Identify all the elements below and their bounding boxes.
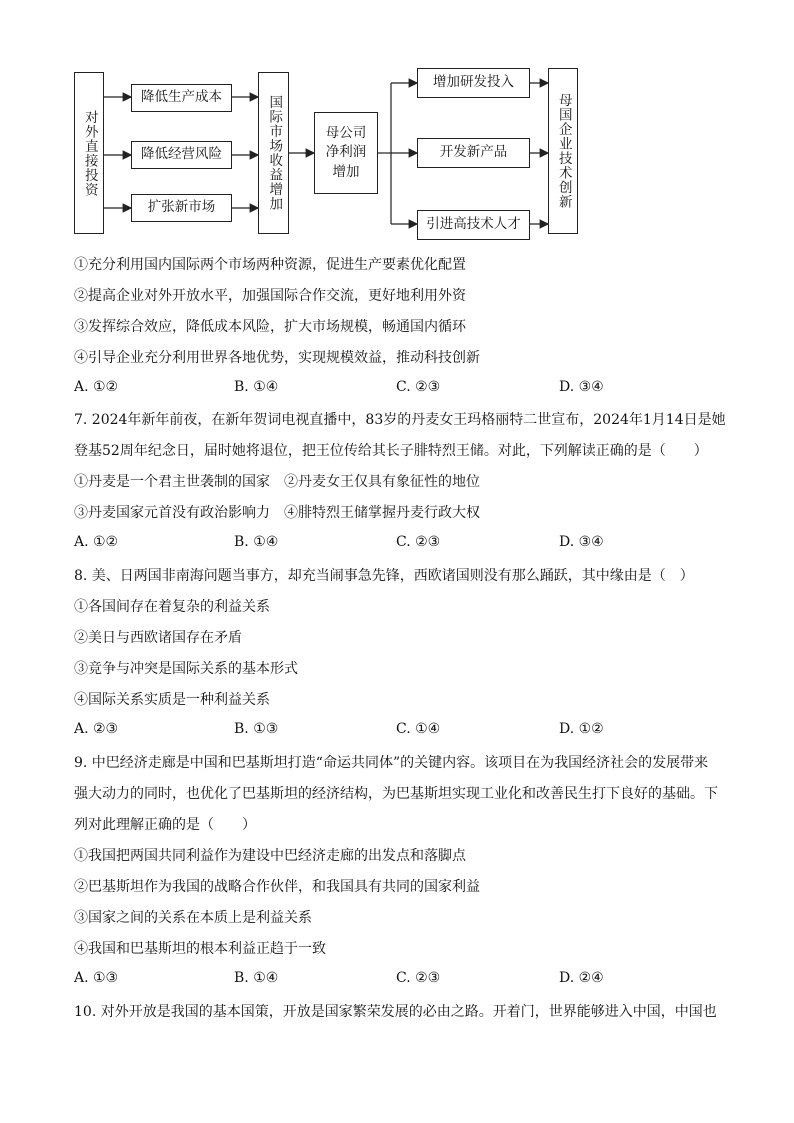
outbound-investment-box: 对外直接投资 (74, 72, 104, 234)
q8-statement-1: ①各国间存在着复杂的利益关系 (74, 599, 270, 615)
hire-talent-box: 引进高技术人才 (417, 210, 530, 240)
q6-options (74, 379, 724, 399)
q8-option-b[interactable]: B. ①③ (234, 721, 279, 737)
new-product-box: 开发新产品 (417, 138, 530, 168)
q9-statement-3: ③国家之间的关系在本质上是利益关系 (74, 910, 312, 926)
q9-options (74, 970, 724, 990)
q6-option-c[interactable]: C. ②③ (396, 379, 441, 395)
q9-statement-4: ④我国和巴基斯坦的根本利益正趋于一致 (74, 941, 326, 957)
q9-statement-1: ①我国把两国共同利益作为建设中巴经济走廊的出发点和落脚点 (74, 848, 466, 864)
q6-statement-1: ①充分利用国内国际两个市场两种资源，促进生产要素优化配置 (74, 257, 466, 273)
international-income-box: 国际市场收益增加 (258, 72, 289, 234)
q7-option-a[interactable]: A. ①② (74, 534, 119, 550)
flow-diagram (0, 0, 794, 245)
parent-profit-line-3: 增加 (332, 163, 360, 180)
q8-stem: 8. 美、日两国非南海问题当事方，却充当闹事急先锋，西欧诸国则没有那么踊跃，其中缘由是（ ） (74, 568, 694, 584)
parent-profit-line-1: 母公司 (325, 124, 367, 141)
q8-statement-3: ③竞争与冲突是国际关系的基本形式 (74, 661, 298, 677)
expand-new-market-box: 扩张新市场 (131, 194, 232, 222)
diagram-arrows (0, 0, 794, 245)
q6-statement-4: ④引导企业充分利用世界各地优势，实现规模效益，推动科技创新 (74, 350, 480, 366)
increase-rd-box: 增加研发投入 (417, 68, 530, 98)
q7-stem-line-1: 7. 2024年新年前夜，在新年贺词电视直播中，83岁的丹麦女王玛格丽特二世宣布，2024年1月14日是她 (74, 412, 726, 428)
q7-option-b[interactable]: B. ①④ (234, 534, 279, 550)
lower-production-cost-box: 降低生产成本 (131, 84, 232, 112)
q9-option-a[interactable]: A. ①③ (74, 970, 119, 986)
q6-option-a[interactable]: A. ①② (74, 379, 119, 395)
q9-option-c[interactable]: C. ②③ (396, 970, 441, 986)
q6-option-b[interactable]: B. ①④ (234, 379, 279, 395)
q9-stem-line-3: 列对此理解正确的是（ ） (74, 817, 256, 833)
q7-statements-1-2: ①丹麦是一个君主世袭制的国家 ②丹麦女王仅具有象征性的地位 (74, 474, 480, 490)
home-innovation-box: 母国企业技术创新 (548, 68, 578, 234)
q9-option-d[interactable]: D. ②④ (559, 970, 604, 986)
lower-operating-risk-box: 降低经营风险 (131, 141, 232, 169)
q9-statement-2: ②巴基斯坦作为我国的战略合作伙伴，和我国具有共同的国家利益 (74, 879, 480, 895)
q7-option-c[interactable]: C. ②③ (396, 534, 441, 550)
q9-option-b[interactable]: B. ①④ (234, 970, 279, 986)
q7-statements-3-4: ③丹麦国家元首没有政治影响力 ④腓特烈王储掌握丹麦行政大权 (74, 505, 480, 521)
q7-options (74, 534, 724, 554)
parent-profit-box (314, 112, 378, 194)
q8-statement-4: ④国际关系实质是一种利益关系 (74, 692, 270, 708)
q8-option-c[interactable]: C. ①④ (396, 721, 441, 737)
q7-stem-line-2: 登基52周年纪念日，届时她将退位，把王位传给其长子腓特烈王储。对此，下列解读正确的是（ ） (74, 443, 708, 459)
q8-option-a[interactable]: A. ②③ (74, 721, 119, 737)
q10-stem: 10. 对外开放是我国的基本国策，开放是国家繁荣发展的必由之路。开着门，世界能够进入中国，中国也 (74, 1004, 717, 1020)
q8-statement-2: ②美日与西欧诸国存在矛盾 (74, 630, 242, 646)
q6-statement-3: ③发挥综合效应，降低成本风险，扩大市场规模，畅通国内循环 (74, 319, 466, 335)
q6-statement-2: ②提高企业对外开放水平，加强国际合作交流，更好地利用外资 (74, 288, 466, 304)
q7-option-d[interactable]: D. ③④ (559, 534, 604, 550)
q6-option-d[interactable]: D. ③④ (559, 379, 604, 395)
q8-option-d[interactable]: D. ①② (559, 721, 604, 737)
parent-profit-line-2: 净利润 (325, 144, 367, 161)
q9-stem-line-1: 9. 中巴经济走廊是中国和巴基斯坦打造“命运共同体”的关键内容。该项目在为我国经济社会的发展带来 (74, 755, 709, 771)
q9-stem-line-2: 强大动力的同时，也优化了巴基斯坦的经济结构，为巴基斯坦实现工业化和改善民生打下良好的基础。下 (74, 786, 718, 802)
q8-options (74, 721, 724, 741)
